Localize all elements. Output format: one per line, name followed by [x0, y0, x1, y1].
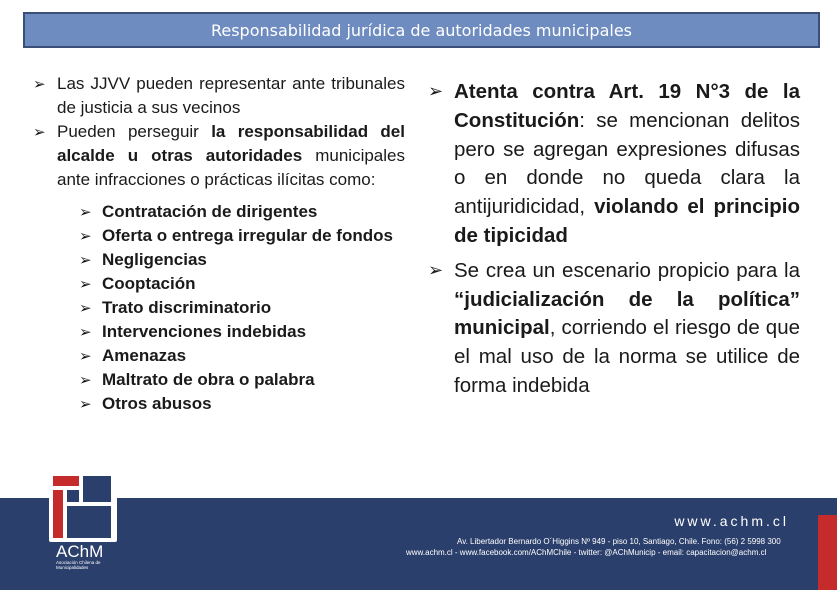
left-item-2-post: municipales ante infracciones o prácticas ilícitas como: [57, 146, 405, 189]
sub-item [79, 272, 405, 296]
arrow-bullet-icon: ➢ [79, 395, 92, 413]
sub-item-text: Contratación de dirigentes [102, 202, 318, 221]
sub-list [79, 200, 405, 416]
right-item-2 [428, 257, 800, 401]
logo-subtext: Asociación Chilena de Municipalidades [56, 560, 101, 570]
arrow-bullet-icon: ➢ [79, 227, 92, 245]
right-item-2-bold: “judicialización de la política” municipal [454, 287, 800, 340]
sub-item-text: Maltrato de obra o palabra [102, 370, 315, 389]
left-item-1 [33, 72, 405, 120]
sub-item [79, 320, 405, 344]
footer-website[interactable]: www.achm.cl [674, 513, 789, 529]
right-item-1-bold: Atenta contra Art. 19 N°3 de la Constitución [454, 80, 800, 132]
footer-address: Av. Libertador Bernardo O´Higgins Nº 949 - piso 10, Santiago, Chile. Fono: (56) 2 5998 300 [457, 537, 781, 546]
sub-item-text: Amenazas [102, 346, 187, 365]
title-bar [23, 12, 820, 48]
footer-contacts: www.achm.cl - www.facebook.com/AChMChile - twitter: @AChMunicip - email: capacitacion@achm.cl [406, 548, 767, 557]
footer-red-accent [818, 515, 837, 590]
sub-item [79, 224, 405, 248]
sub-item-text: Negligencias [102, 250, 207, 269]
left-column [33, 72, 405, 416]
achm-logo-icon [49, 472, 117, 542]
left-item-2-bold: la responsabilidad del alcalde u otras autoridades [57, 122, 405, 165]
arrow-bullet-icon: ➢ [33, 123, 46, 141]
arrow-bullet-icon: ➢ [79, 251, 92, 269]
sub-item-text: Otros abusos [102, 394, 212, 413]
right-column [428, 78, 800, 401]
left-item-1-text: Las JJVV pueden representar ante tribunales de justicia a sus vecinos [57, 74, 405, 117]
right-item-2-pre: Se crea un escenario propicio para la [454, 258, 800, 282]
arrow-bullet-icon: ➢ [79, 275, 92, 293]
sub-item-text: Intervenciones indebidas [102, 322, 307, 341]
left-item-2-pre: Pueden perseguir [57, 122, 212, 141]
right-item-1-mid: : se mencionan delitos pero se agregan expresiones difusas o en donde no queda clara la antijuridicidad, [454, 108, 800, 219]
sub-item [79, 392, 405, 416]
sub-item [79, 200, 405, 224]
arrow-bullet-icon: ➢ [79, 203, 92, 221]
arrow-bullet-icon: ➢ [428, 81, 444, 102]
left-item-2 [33, 120, 405, 192]
arrow-bullet-icon: ➢ [79, 347, 92, 365]
arrow-bullet-icon: ➢ [79, 299, 92, 317]
sub-item [79, 368, 405, 392]
right-item-2-post: , corriendo el riesgo de que el mal uso de la norma se utilice de forma indebida [454, 316, 800, 397]
arrow-bullet-icon: ➢ [428, 259, 444, 281]
arrow-bullet-icon: ➢ [79, 371, 92, 389]
right-item-1 [428, 78, 800, 251]
arrow-bullet-icon: ➢ [33, 75, 46, 93]
sub-item [79, 248, 405, 272]
sub-item-text: Cooptación [102, 274, 196, 293]
achm-logo [43, 462, 123, 570]
sub-item-text: Trato discriminatorio [102, 298, 272, 317]
slide-title: Responsabilidad jurídica de autoridades municipales [210, 20, 633, 40]
sub-item [79, 344, 405, 368]
right-item-1-bold2: violando el principio de tipicidad [454, 195, 801, 247]
logo-text: AChM [56, 542, 104, 561]
sub-item-text: Oferta o entrega irregular de fondos [102, 226, 393, 245]
sub-item [79, 296, 405, 320]
arrow-bullet-icon: ➢ [79, 323, 92, 341]
